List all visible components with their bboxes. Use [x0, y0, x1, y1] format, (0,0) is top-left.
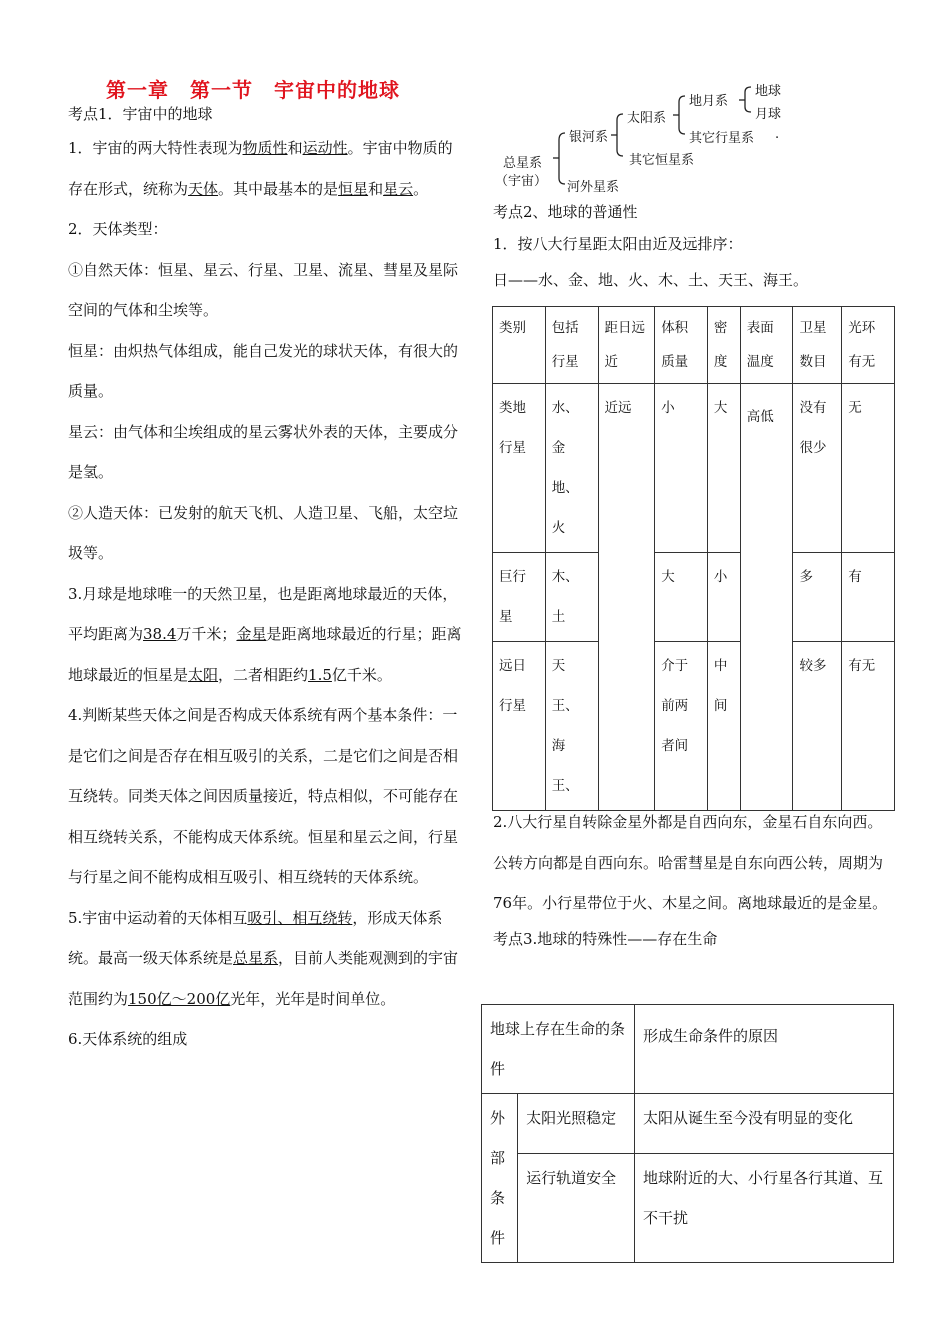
table-header-row [493, 307, 895, 384]
table-header: 类别 [493, 307, 546, 384]
section-heading-3: 考点3.地球的特殊性——存在生命 [493, 929, 718, 948]
table-cell: 介于前两者间 [655, 642, 708, 811]
system-tree-diagram [493, 80, 793, 195]
tree-root: 总星系 [503, 156, 543, 171]
table-cell: 水、金地、火 [545, 384, 598, 553]
table-row [482, 1154, 894, 1263]
tree-milky-way: 银河系 [569, 130, 609, 145]
table-cell: 没有很少 [793, 384, 842, 553]
paragraph-8: 4.判断某些天体之间是否构成天体系统有两个基本条件：一是它们之间是否存在相互吸引的关系，二是它们之间是否相互绕转。同类天体之间因质量接近，特点相似，不可能存在相互绕转关系，不能构成天体系统。恒星和星云之间，行星与行星之间不能构成相互吸引、相互绕转的天体系统。 [68, 706, 459, 886]
table-cell: 有 [842, 553, 895, 642]
table-row [493, 384, 895, 553]
table-cell: 木、土 [545, 553, 598, 642]
tree-earth-moon-system: 地月系 [689, 94, 729, 109]
paragraph-7: 3.月球是地球唯一的天然卫星，也是距离地球最近的天体，平均距离为38.4万千米；金星是距离地球最近的行星；距离地球最近的恒星是太阳，二者相距约1.5亿千米。 [68, 584, 462, 684]
table-cell: 外部条件 [482, 1094, 518, 1263]
tree-moon: 月球 [755, 107, 782, 122]
tree-earth: 地球 [755, 84, 782, 99]
table-header: 密度 [707, 307, 740, 384]
table-header-row [482, 1005, 894, 1094]
paragraph-3: ①自然天体：恒星、星云、行星、卫星、流星、彗星及星际空间的气体和尘埃等。 [68, 260, 459, 319]
paragraph-10: 6.天体系统的组成 [68, 1030, 188, 1048]
table-cell: 较多 [793, 642, 842, 811]
table-cell: 地球附近的大、小行星各行其道、互不干扰 [635, 1154, 894, 1263]
table-header: 体积质量 [655, 307, 708, 384]
table-cell: 大 [707, 384, 740, 553]
table-header: 形成生命条件的原因 [635, 1005, 894, 1094]
paragraph-4: 恒星：由炽热气体组成，能自己发光的球状天体，有很大的质量。 [68, 341, 459, 400]
paragraph-5: 星云：由气体和尘埃组成的星云雾状外表的天体，主要成分是氢。 [68, 422, 459, 481]
page-title: 第一章 第一节 宇宙中的地球 [106, 78, 400, 102]
life-conditions-table [481, 1004, 894, 1263]
left-column [68, 100, 463, 1060]
table-cell: 大 [655, 553, 708, 642]
tree-other-star-systems: 其它恒星系 [629, 153, 695, 168]
table-row [482, 1094, 894, 1154]
planet-order: 日——水、金、地、火、木、土、天王、海王。 [493, 271, 809, 289]
tree-solar-system: 太阳系 [627, 111, 667, 126]
table-header: 距日远近 [598, 307, 655, 384]
table-row [493, 642, 895, 811]
table-header: 表面温度 [740, 307, 793, 384]
right-column-top [493, 198, 893, 298]
table-row [493, 553, 895, 642]
table-cell: 多 [793, 553, 842, 642]
table-cell: 有无 [842, 642, 895, 811]
tree-other-planet-systems: 其它行星系 [689, 131, 755, 146]
section-heading-2: 考点2、地球的普通性 [493, 203, 638, 221]
table-cell: 小 [655, 384, 708, 553]
table-cell: 中间 [707, 642, 740, 811]
table-header: 包括行星 [545, 307, 598, 384]
paragraph-1: 1．宇宙的两大特性表现为物质性和运动性。宇宙中物质的存在形式，统称为天体。其中最基本的是恒星和星云。 [68, 139, 453, 198]
question-1: 1．按八大行星距太阳由近及远排序： [493, 235, 743, 253]
paragraph-2: 2．天体类型： [68, 220, 168, 238]
table-cell: 运行轨道安全 [518, 1154, 635, 1263]
paragraph-planet-rotation: 2.八大行星自转除金星外都是自西向东，金星石自东向西。公转方向都是自西向东。哈雷彗星是自东向西公转，周期为76年。小行星带位于火、木星之间。离地球最近的是金星。 [493, 813, 888, 912]
tree-root-note: （宇宙） [495, 174, 548, 189]
table-header: 卫星数目 [793, 307, 842, 384]
paragraph-6: ②人造天体：已发射的航天飞机、人造卫星、飞船，太空垃圾等。 [68, 503, 459, 562]
planet-table [492, 306, 895, 811]
table-cell: 无 [842, 384, 895, 553]
right-column-bottom [493, 802, 893, 954]
paragraph-9: 5.宇宙中运动着的天体相互吸引、相互绕转，形成天体系统。最高一级天体系统是总星系，目前人类能观测到的宇宙范围约为150亿～200亿光年，光年是时间单位。 [68, 908, 459, 1008]
table-cell: 小 [707, 553, 740, 642]
tree-other-galaxies: 河外星系 [567, 180, 620, 195]
table-cell: 巨行星 [493, 553, 546, 642]
table-cell: 高低 [740, 384, 793, 811]
table-cell: 太阳从诞生至今没有明显的变化 [635, 1094, 894, 1154]
table-cell: 近远 [598, 384, 655, 811]
table-cell: 远日行星 [493, 642, 546, 811]
table-header: 地球上存在生命的条件 [482, 1005, 635, 1094]
table-header: 光环有无 [842, 307, 895, 384]
tree-dot: . [775, 127, 780, 142]
table-cell: 天王、海王、 [545, 642, 598, 811]
table-cell: 类地行星 [493, 384, 546, 553]
section-heading-1: 考点1．宇宙中的地球 [68, 105, 213, 123]
table-cell: 太阳光照稳定 [518, 1094, 635, 1154]
